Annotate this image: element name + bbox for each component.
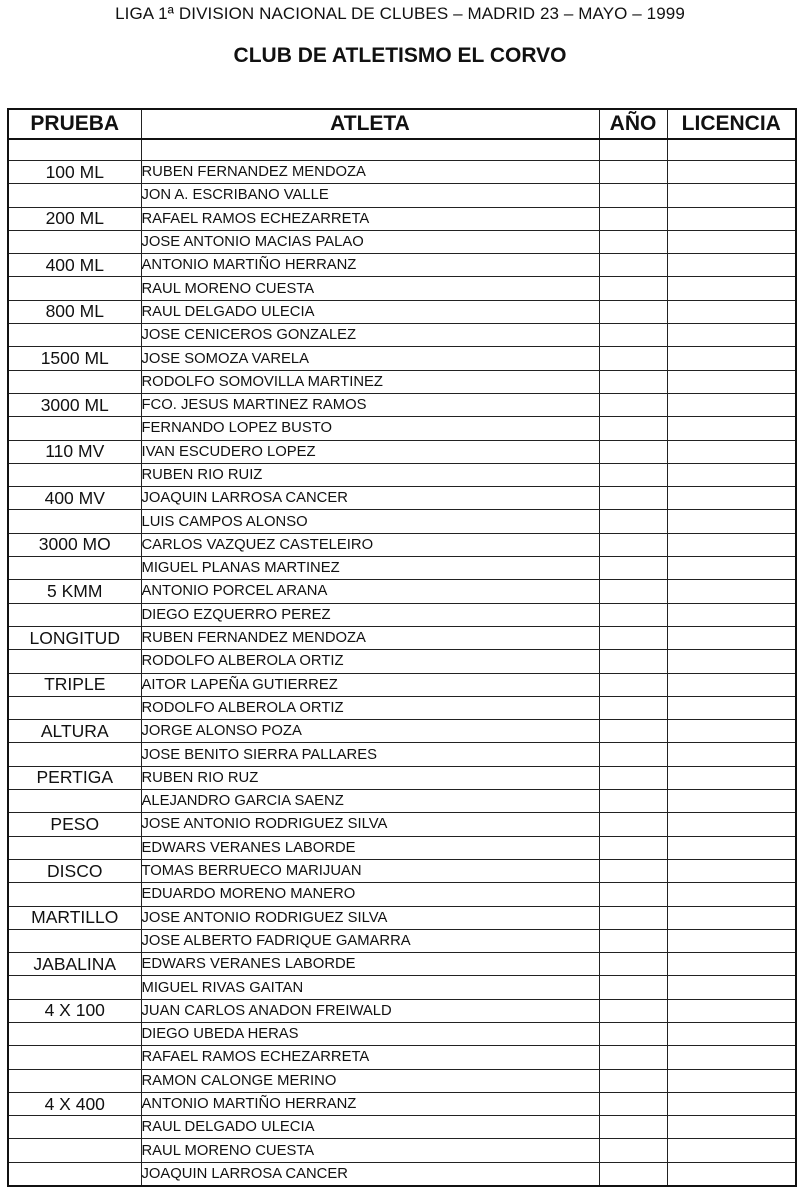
athlete-cell: MIGUEL RIVAS GAITAN bbox=[141, 976, 599, 999]
year-cell bbox=[599, 370, 667, 393]
event-cell bbox=[8, 883, 141, 906]
year-cell bbox=[599, 487, 667, 510]
year-cell bbox=[599, 1046, 667, 1069]
license-cell bbox=[667, 161, 796, 184]
table-row bbox=[8, 1116, 796, 1139]
year-cell bbox=[599, 790, 667, 813]
event-cell bbox=[8, 184, 141, 207]
year-cell bbox=[599, 393, 667, 416]
license-cell bbox=[667, 1139, 796, 1162]
athlete-cell: JOAQUIN LARROSA CANCER bbox=[141, 487, 599, 510]
event-cell bbox=[8, 417, 141, 440]
table-row bbox=[8, 883, 796, 906]
table-row bbox=[8, 440, 796, 463]
license-cell bbox=[667, 859, 796, 882]
league-title: LIGA 1ª DIVISION NACIONAL DE CLUBES – MADRID 23 – MAYO – 1999 bbox=[115, 4, 685, 23]
athlete-cell: ANTONIO MARTIÑO HERRANZ bbox=[141, 254, 599, 277]
athlete-cell: RAUL MORENO CUESTA bbox=[141, 277, 599, 300]
event-cell bbox=[8, 836, 141, 859]
column-header-ano: AÑO bbox=[599, 109, 667, 139]
table-row bbox=[8, 929, 796, 952]
roster-body bbox=[8, 139, 796, 1186]
event-cell: 200 ML bbox=[8, 207, 141, 230]
license-cell bbox=[667, 207, 796, 230]
event-cell: 800 ML bbox=[8, 300, 141, 323]
athlete-cell: RAUL MORENO CUESTA bbox=[141, 1139, 599, 1162]
event-cell: 3000 MO bbox=[8, 533, 141, 556]
table-row bbox=[8, 766, 796, 789]
license-cell bbox=[667, 603, 796, 626]
table-row bbox=[8, 626, 796, 649]
license-cell bbox=[667, 790, 796, 813]
athlete-cell: RAFAEL RAMOS ECHEZARRETA bbox=[141, 207, 599, 230]
event-cell bbox=[8, 1022, 141, 1045]
event-cell bbox=[8, 277, 141, 300]
year-cell bbox=[599, 929, 667, 952]
athlete-cell: ALEJANDRO GARCIA SAENZ bbox=[141, 790, 599, 813]
license-cell bbox=[667, 953, 796, 976]
table-row bbox=[8, 1162, 796, 1186]
license-cell bbox=[667, 510, 796, 533]
table-row bbox=[8, 557, 796, 580]
year-cell bbox=[599, 277, 667, 300]
table-row bbox=[8, 184, 796, 207]
athlete-cell: JON A. ESCRIBANO VALLE bbox=[141, 184, 599, 207]
year-cell bbox=[599, 859, 667, 882]
event-cell bbox=[8, 976, 141, 999]
year-cell bbox=[599, 953, 667, 976]
event-cell bbox=[8, 370, 141, 393]
event-cell: PERTIGA bbox=[8, 766, 141, 789]
event-cell: 4 X 100 bbox=[8, 999, 141, 1022]
year-cell bbox=[599, 184, 667, 207]
year-cell bbox=[599, 533, 667, 556]
year-cell bbox=[599, 1069, 667, 1092]
event-cell: TRIPLE bbox=[8, 673, 141, 696]
license-cell bbox=[667, 184, 796, 207]
license-cell bbox=[667, 230, 796, 253]
event-cell: 4 X 400 bbox=[8, 1092, 141, 1115]
event-cell bbox=[8, 557, 141, 580]
year-cell bbox=[599, 650, 667, 673]
athlete-cell: RODOLFO ALBEROLA ORTIZ bbox=[141, 696, 599, 719]
header-row bbox=[8, 109, 796, 139]
event-cell bbox=[8, 1139, 141, 1162]
event-cell bbox=[8, 230, 141, 253]
table-row bbox=[8, 720, 796, 743]
table-row bbox=[8, 370, 796, 393]
athlete-cell: JOSE CENICEROS GONZALEZ bbox=[141, 324, 599, 347]
athlete-cell: RUBEN FERNANDEZ MENDOZA bbox=[141, 161, 599, 184]
table-row bbox=[8, 230, 796, 253]
year-cell bbox=[599, 557, 667, 580]
year-cell bbox=[599, 440, 667, 463]
table-row bbox=[8, 417, 796, 440]
spacer-row bbox=[8, 139, 796, 161]
license-cell bbox=[667, 999, 796, 1022]
year-cell bbox=[599, 230, 667, 253]
year-cell bbox=[599, 836, 667, 859]
license-cell bbox=[667, 836, 796, 859]
athlete-cell: DIEGO UBEDA HERAS bbox=[141, 1022, 599, 1045]
athlete-cell: EDWARS VERANES LABORDE bbox=[141, 953, 599, 976]
athlete-cell: RAMON CALONGE MERINO bbox=[141, 1069, 599, 1092]
table-row bbox=[8, 487, 796, 510]
athlete-cell: RAUL DELGADO ULECIA bbox=[141, 1116, 599, 1139]
license-cell bbox=[667, 370, 796, 393]
table-row bbox=[8, 207, 796, 230]
year-cell bbox=[599, 743, 667, 766]
year-cell bbox=[599, 813, 667, 836]
license-cell bbox=[667, 1022, 796, 1045]
license-cell bbox=[667, 1046, 796, 1069]
event-cell bbox=[8, 510, 141, 533]
athlete-cell: FERNANDO LOPEZ BUSTO bbox=[141, 417, 599, 440]
event-cell: 100 ML bbox=[8, 161, 141, 184]
event-cell bbox=[8, 696, 141, 719]
athlete-cell: RAUL DELGADO ULECIA bbox=[141, 300, 599, 323]
table-row bbox=[8, 1069, 796, 1092]
event-cell bbox=[8, 790, 141, 813]
license-cell bbox=[667, 673, 796, 696]
year-cell bbox=[599, 626, 667, 649]
year-cell bbox=[599, 999, 667, 1022]
athlete-cell: JUAN CARLOS ANADON FREIWALD bbox=[141, 999, 599, 1022]
event-cell bbox=[8, 1069, 141, 1092]
license-cell bbox=[667, 463, 796, 486]
table-row bbox=[8, 510, 796, 533]
license-cell bbox=[667, 557, 796, 580]
table-row bbox=[8, 533, 796, 556]
table-row bbox=[8, 859, 796, 882]
event-cell: 1500 ML bbox=[8, 347, 141, 370]
license-cell bbox=[667, 1069, 796, 1092]
year-cell bbox=[599, 1139, 667, 1162]
event-cell bbox=[8, 1046, 141, 1069]
license-cell bbox=[667, 813, 796, 836]
athlete-cell: IVAN ESCUDERO LOPEZ bbox=[141, 440, 599, 463]
event-cell: 400 MV bbox=[8, 487, 141, 510]
event-cell bbox=[8, 603, 141, 626]
event-cell: 400 ML bbox=[8, 254, 141, 277]
table-row bbox=[8, 999, 796, 1022]
license-cell bbox=[667, 929, 796, 952]
athlete-cell: JOSE ALBERTO FADRIQUE GAMARRA bbox=[141, 929, 599, 952]
table-row bbox=[8, 696, 796, 719]
year-cell bbox=[599, 1022, 667, 1045]
athlete-cell: EDWARS VERANES LABORDE bbox=[141, 836, 599, 859]
license-cell bbox=[667, 324, 796, 347]
event-cell bbox=[8, 324, 141, 347]
event-cell bbox=[8, 743, 141, 766]
table-row bbox=[8, 790, 796, 813]
event-cell: MARTILLO bbox=[8, 906, 141, 929]
event-cell: PESO bbox=[8, 813, 141, 836]
athlete-cell: JOSE ANTONIO RODRIGUEZ SILVA bbox=[141, 906, 599, 929]
column-header-licencia: LICENCIA bbox=[667, 109, 796, 139]
athlete-cell: LUIS CAMPOS ALONSO bbox=[141, 510, 599, 533]
event-cell bbox=[8, 929, 141, 952]
athlete-cell: JOSE SOMOZA VARELA bbox=[141, 347, 599, 370]
event-cell: 5 KMM bbox=[8, 580, 141, 603]
table-row bbox=[8, 976, 796, 999]
athlete-cell: JORGE ALONSO POZA bbox=[141, 720, 599, 743]
year-cell bbox=[599, 207, 667, 230]
year-cell bbox=[599, 906, 667, 929]
license-cell bbox=[667, 417, 796, 440]
license-cell bbox=[667, 487, 796, 510]
year-cell bbox=[599, 254, 667, 277]
column-header-atleta: ATLETA bbox=[141, 109, 599, 139]
athlete-cell: ANTONIO PORCEL ARANA bbox=[141, 580, 599, 603]
year-cell bbox=[599, 673, 667, 696]
license-cell bbox=[667, 533, 796, 556]
year-cell bbox=[599, 347, 667, 370]
license-cell bbox=[667, 254, 796, 277]
year-cell bbox=[599, 300, 667, 323]
athlete-cell: MIGUEL PLANAS MARTINEZ bbox=[141, 557, 599, 580]
athlete-cell: JOSE ANTONIO MACIAS PALAO bbox=[141, 230, 599, 253]
table-row bbox=[8, 161, 796, 184]
athlete-cell: CARLOS VAZQUEZ CASTELEIRO bbox=[141, 533, 599, 556]
athlete-cell: RUBEN FERNANDEZ MENDOZA bbox=[141, 626, 599, 649]
athlete-cell: EDUARDO MORENO MANERO bbox=[141, 883, 599, 906]
athlete-cell: RODOLFO ALBEROLA ORTIZ bbox=[141, 650, 599, 673]
table-row bbox=[8, 580, 796, 603]
license-cell bbox=[667, 743, 796, 766]
event-cell bbox=[8, 1116, 141, 1139]
table-row bbox=[8, 254, 796, 277]
year-cell bbox=[599, 1162, 667, 1186]
license-cell bbox=[667, 440, 796, 463]
athlete-cell: ANTONIO MARTIÑO HERRANZ bbox=[141, 1092, 599, 1115]
athlete-cell: JOSE BENITO SIERRA PALLARES bbox=[141, 743, 599, 766]
table-row bbox=[8, 743, 796, 766]
license-cell bbox=[667, 766, 796, 789]
license-cell bbox=[667, 1116, 796, 1139]
table-row bbox=[8, 1092, 796, 1115]
event-cell: 3000 ML bbox=[8, 393, 141, 416]
athlete-cell: RUBEN RIO RUIZ bbox=[141, 463, 599, 486]
license-cell bbox=[667, 883, 796, 906]
event-cell: 110 MV bbox=[8, 440, 141, 463]
year-cell bbox=[599, 883, 667, 906]
athlete-cell: JOAQUIN LARROSA CANCER bbox=[141, 1162, 599, 1186]
year-cell bbox=[599, 1116, 667, 1139]
license-cell bbox=[667, 626, 796, 649]
year-cell bbox=[599, 510, 667, 533]
table-row bbox=[8, 347, 796, 370]
event-cell bbox=[8, 1162, 141, 1186]
license-cell bbox=[667, 393, 796, 416]
table-row bbox=[8, 277, 796, 300]
athlete-cell: DIEGO EZQUERRO PEREZ bbox=[141, 603, 599, 626]
license-cell bbox=[667, 580, 796, 603]
license-cell bbox=[667, 1162, 796, 1186]
event-cell: JABALINA bbox=[8, 953, 141, 976]
year-cell bbox=[599, 580, 667, 603]
table-row bbox=[8, 673, 796, 696]
table-row bbox=[8, 393, 796, 416]
athlete-cell: RODOLFO SOMOVILLA MARTINEZ bbox=[141, 370, 599, 393]
table-row bbox=[8, 906, 796, 929]
license-cell bbox=[667, 300, 796, 323]
athlete-cell: FCO. JESUS MARTINEZ RAMOS bbox=[141, 393, 599, 416]
license-cell bbox=[667, 906, 796, 929]
year-cell bbox=[599, 976, 667, 999]
table-row bbox=[8, 1022, 796, 1045]
license-cell bbox=[667, 1092, 796, 1115]
year-cell bbox=[599, 696, 667, 719]
athlete-cell: JOSE ANTONIO RODRIGUEZ SILVA bbox=[141, 813, 599, 836]
table-row bbox=[8, 836, 796, 859]
year-cell bbox=[599, 417, 667, 440]
event-cell: ALTURA bbox=[8, 720, 141, 743]
license-cell bbox=[667, 347, 796, 370]
year-cell bbox=[599, 720, 667, 743]
event-cell: LONGITUD bbox=[8, 626, 141, 649]
event-cell bbox=[8, 463, 141, 486]
table-row bbox=[8, 1046, 796, 1069]
athlete-cell: RUBEN RIO RUZ bbox=[141, 766, 599, 789]
year-cell bbox=[599, 1092, 667, 1115]
table-row bbox=[8, 324, 796, 347]
column-header-prueba: PRUEBA bbox=[8, 109, 141, 139]
table-row bbox=[8, 1139, 796, 1162]
table-row bbox=[8, 300, 796, 323]
year-cell bbox=[599, 766, 667, 789]
table-row bbox=[8, 650, 796, 673]
license-cell bbox=[667, 650, 796, 673]
table-row bbox=[8, 603, 796, 626]
license-cell bbox=[667, 277, 796, 300]
club-title: CLUB DE ATLETISMO EL CORVO bbox=[233, 44, 567, 67]
license-cell bbox=[667, 720, 796, 743]
year-cell bbox=[599, 463, 667, 486]
table-row bbox=[8, 953, 796, 976]
year-cell bbox=[599, 603, 667, 626]
license-cell bbox=[667, 696, 796, 719]
license-cell bbox=[667, 976, 796, 999]
table-row bbox=[8, 463, 796, 486]
year-cell bbox=[599, 324, 667, 347]
roster-table bbox=[7, 108, 797, 1187]
event-cell bbox=[8, 650, 141, 673]
athlete-cell: RAFAEL RAMOS ECHEZARRETA bbox=[141, 1046, 599, 1069]
table-row bbox=[8, 813, 796, 836]
year-cell bbox=[599, 161, 667, 184]
event-cell: DISCO bbox=[8, 859, 141, 882]
athlete-cell: AITOR LAPEÑA GUTIERREZ bbox=[141, 673, 599, 696]
athlete-cell: TOMAS BERRUECO MARIJUAN bbox=[141, 859, 599, 882]
